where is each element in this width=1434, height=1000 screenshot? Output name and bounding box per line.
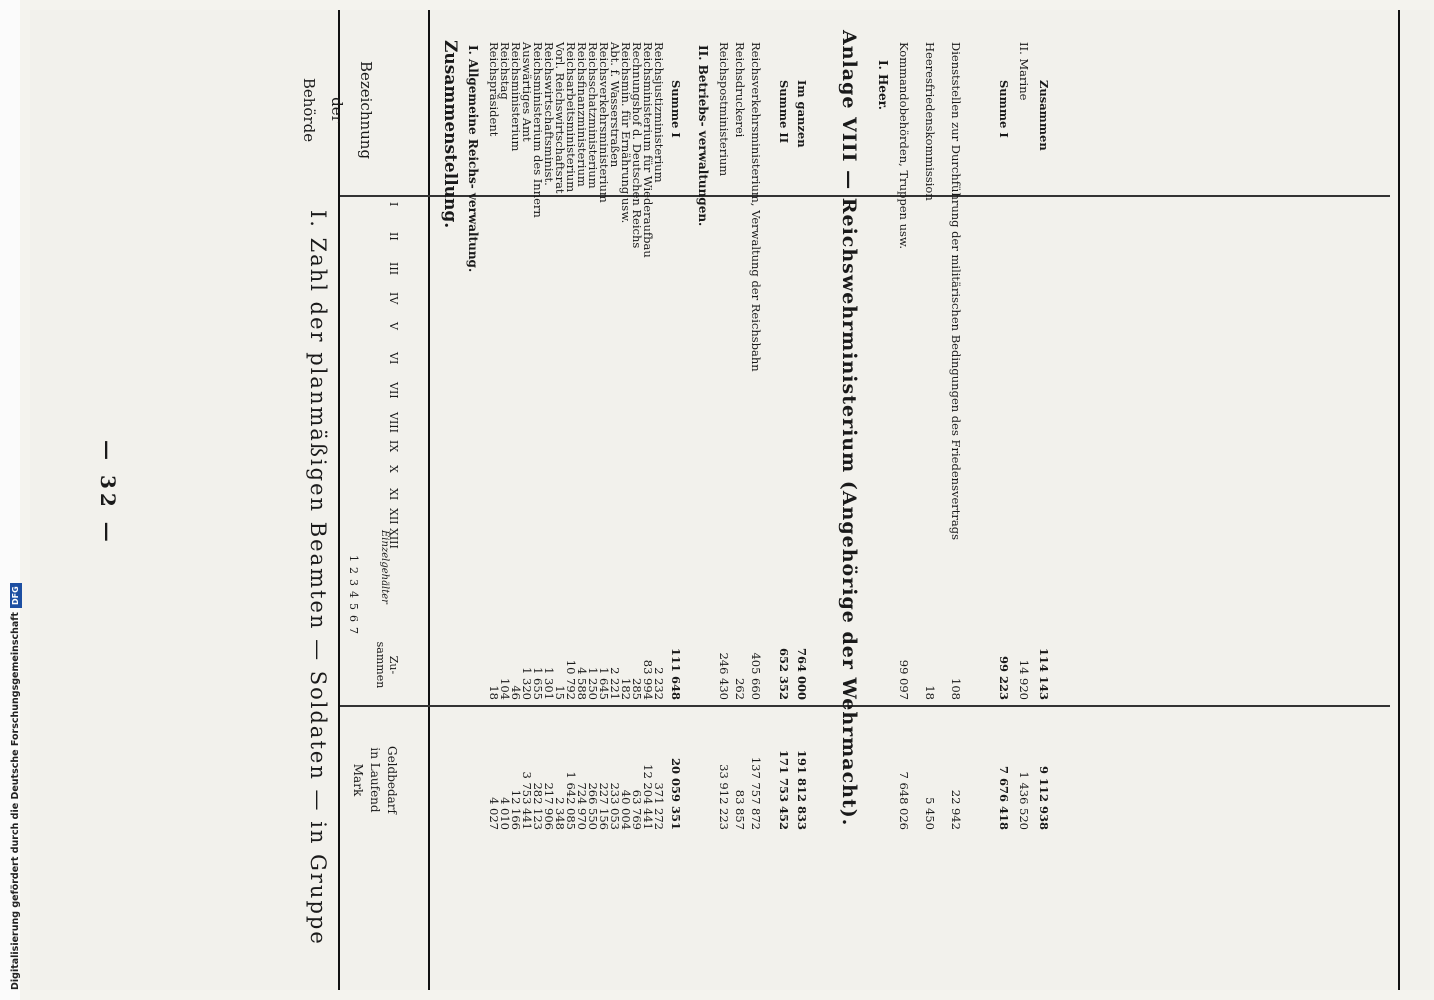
header-einzel: 7 bbox=[347, 627, 360, 634]
row-money: 1 642 085 bbox=[564, 771, 578, 830]
row-label: Vorl. Reichswirtschaftsrat bbox=[553, 42, 567, 194]
row-label: Reichsarbeitsministerium bbox=[564, 42, 578, 193]
table-row bbox=[896, 10, 910, 970]
sum-label: Summe I bbox=[997, 80, 1011, 138]
header-group: XII bbox=[387, 508, 400, 525]
row-money: 22 942 bbox=[949, 789, 963, 830]
grand-total-label: Im ganzen bbox=[795, 80, 809, 148]
row-total: 1 645 bbox=[597, 667, 611, 700]
row-money: 137 757 872 bbox=[749, 756, 763, 830]
row-total: 1 655 bbox=[531, 667, 545, 700]
row-label: Reichsverkehrsministerium, Verwaltung der Reichsbahn bbox=[749, 42, 763, 372]
page-number: — 32 — bbox=[96, 440, 120, 546]
row-total: 83 994 bbox=[641, 659, 655, 700]
header-group: XIII bbox=[387, 528, 400, 549]
header-description bbox=[295, 40, 381, 180]
row-label: Abt. f. Wasserstraßen bbox=[608, 42, 622, 168]
row-money: 12 204 441 bbox=[641, 764, 655, 830]
digitization-credit-text: Digitalisierung gefördert durch die Deutsche Forschungsgemeinschaft bbox=[10, 612, 21, 990]
header-group: III bbox=[387, 262, 400, 276]
header-group: V bbox=[387, 322, 400, 330]
row-label: Reichspräsident bbox=[487, 42, 501, 137]
row-total: 99 097 bbox=[897, 659, 911, 700]
sum-money: 20 059 351 bbox=[669, 757, 683, 830]
header-einzel: 4 bbox=[347, 591, 360, 598]
table-row bbox=[716, 10, 730, 970]
header-total: Zu- sammen bbox=[373, 641, 400, 689]
header-group: X bbox=[387, 465, 400, 473]
army-grand-money: 9 112 938 bbox=[1037, 765, 1051, 830]
header-money-line: Geldbedarf bbox=[385, 745, 399, 814]
row-money: 40 004 bbox=[619, 789, 633, 830]
row-money: 3 753 441 bbox=[520, 771, 534, 830]
sum-total: 99 223 bbox=[997, 655, 1011, 700]
table-row bbox=[948, 10, 962, 970]
header-group: VII bbox=[387, 382, 400, 399]
group-title: I. Allgemeine Reichs- verwaltung. bbox=[466, 45, 480, 273]
row-total: 2 221 bbox=[608, 667, 622, 700]
row-label: Dienststellen zur Durchführung der militärischen Bedingungen des Friedensvertrags bbox=[949, 42, 963, 541]
header-money bbox=[350, 710, 400, 850]
army-grand-total: 114 143 bbox=[1037, 647, 1051, 700]
row-label: Reichstag bbox=[498, 42, 512, 100]
row-label: Reichsministerium bbox=[509, 42, 523, 152]
header-einzel: 3 bbox=[347, 579, 360, 586]
row-label: Reichspostministerium bbox=[717, 42, 731, 177]
army-grand-label: Zusammen bbox=[1037, 80, 1051, 151]
army-grand-row bbox=[1036, 10, 1050, 970]
sum-row-1 bbox=[668, 10, 682, 970]
group-title: II. Betriebs- verwaltungen. bbox=[696, 45, 710, 227]
navy-money: 1 436 520 bbox=[1017, 771, 1031, 830]
table-row bbox=[748, 10, 762, 970]
header-group: II bbox=[387, 232, 400, 241]
header-einzelgehaelter: Einzelgehälter bbox=[379, 530, 390, 604]
annex-title: Anlage VIII — Reichswehrministerium (Angehörige der Wehrmacht). bbox=[838, 30, 860, 827]
row-total: 405 660 bbox=[749, 652, 763, 700]
row-label: Reichsdruckerei bbox=[733, 42, 747, 138]
row-total: 46 bbox=[509, 685, 523, 700]
row-money: 227 156 bbox=[597, 782, 611, 830]
sum-total: 652 352 bbox=[777, 647, 791, 700]
header-money-line: in Laufend bbox=[368, 747, 383, 813]
header-einzel: 6 bbox=[347, 615, 360, 622]
row-money: 371 272 bbox=[652, 782, 666, 830]
row-label: Reichsverkehrsministerium bbox=[597, 42, 611, 203]
row-money: 4 010 bbox=[498, 797, 512, 830]
navy-total: 14 920 bbox=[1017, 659, 1031, 700]
row-total: 15 bbox=[553, 685, 567, 700]
table-row bbox=[732, 10, 746, 970]
row-money: 5 450 bbox=[923, 797, 937, 830]
row-money: 282 123 bbox=[531, 782, 545, 830]
section-title: Zusammenstellung. bbox=[440, 40, 460, 229]
row-label: Auswärtiges Amt bbox=[520, 42, 534, 142]
header-group: XI bbox=[387, 488, 400, 501]
header-description-line: Behörde bbox=[300, 77, 318, 143]
row-total: 1 301 bbox=[542, 667, 556, 700]
row-total: 18 bbox=[487, 685, 501, 700]
sum-money: 171 753 452 bbox=[777, 749, 791, 830]
header-group: VI bbox=[387, 352, 400, 365]
header-einzel: 2 bbox=[347, 567, 360, 574]
row-label: Reichswirtschaftsminist. bbox=[542, 42, 556, 186]
row-money: 2 348 bbox=[553, 797, 567, 830]
row-money: 4 027 bbox=[487, 797, 501, 830]
row-label: Rechnungshof d. Deutschen Reichs bbox=[630, 42, 644, 249]
sum-total: 111 648 bbox=[669, 647, 683, 700]
header-einzel: 1 bbox=[347, 555, 360, 562]
sum-label: Summe II bbox=[777, 80, 791, 144]
row-money: 266 550 bbox=[586, 782, 600, 830]
table-bottom-rule bbox=[1398, 10, 1400, 990]
header-einzel: 5 bbox=[347, 603, 360, 610]
row-total: 104 bbox=[498, 678, 512, 700]
header-money-line: Mark bbox=[351, 763, 366, 797]
row-money: 83 857 bbox=[733, 789, 747, 830]
row-total: 182 bbox=[619, 678, 633, 700]
row-total: 2 232 bbox=[652, 667, 666, 700]
header-description-line: Bezeichnung bbox=[357, 60, 375, 160]
row-total: 1 250 bbox=[586, 667, 600, 700]
row-label: Reichsministerium für Wiederaufbau bbox=[641, 42, 655, 258]
row-money: 12 166 bbox=[509, 789, 523, 830]
grand-total-row bbox=[794, 10, 808, 970]
dfg-logo: DFG bbox=[10, 583, 22, 608]
row-label: Heeresfriedenskommission bbox=[923, 42, 937, 201]
row-total: 246 430 bbox=[717, 652, 731, 700]
row-label: Kommandobehörden, Truppen usw. bbox=[897, 42, 911, 250]
header-rule-top bbox=[428, 10, 430, 990]
row-total: 4 588 bbox=[575, 667, 589, 700]
row-money: 63 769 bbox=[630, 789, 644, 830]
navy-row bbox=[1016, 10, 1030, 970]
header-group: I bbox=[387, 202, 400, 207]
row-label: Reichsministerium des Innern bbox=[531, 42, 545, 218]
header-group: IV bbox=[387, 292, 400, 305]
row-money: 233 053 bbox=[608, 782, 622, 830]
row-total: 108 bbox=[949, 678, 963, 700]
header-group: VIII bbox=[387, 412, 400, 433]
digitization-credit bbox=[10, 583, 22, 990]
row-money: 217 906 bbox=[542, 782, 556, 830]
row-total: 285 bbox=[630, 678, 644, 700]
grand-total-total: 764 000 bbox=[795, 647, 809, 700]
table-heading: I. Zahl der planmäßigen Beamten — Soldaten — in Gruppe bbox=[306, 210, 330, 946]
header-group: IX bbox=[387, 440, 400, 453]
grand-total-money: 191 812 833 bbox=[795, 749, 809, 830]
sum-label: Summe I bbox=[669, 80, 683, 138]
rotated-table-page bbox=[30, 10, 1430, 990]
sum-money: 7 676 418 bbox=[997, 765, 1011, 830]
row-total: 262 bbox=[733, 678, 747, 700]
table-row bbox=[651, 10, 665, 970]
row-total: 18 bbox=[923, 685, 937, 700]
row-money: 33 912 223 bbox=[717, 764, 731, 830]
row-label: Reichsschatzministerium bbox=[586, 42, 600, 189]
sum-row-army bbox=[996, 10, 1010, 970]
row-money: 7 648 026 bbox=[897, 771, 911, 830]
sum-row-2 bbox=[776, 10, 790, 970]
header-description-line: der bbox=[328, 97, 347, 123]
group-title: I. Heer. bbox=[876, 60, 890, 110]
row-total: 10 792 bbox=[564, 659, 578, 700]
row-total: 1 320 bbox=[520, 667, 534, 700]
row-label: Reichsfinanzministerium bbox=[575, 42, 589, 187]
table-row bbox=[922, 10, 936, 970]
row-label: Reichsmin. für Ernährung usw. bbox=[619, 42, 633, 224]
row-money: 724 970 bbox=[575, 782, 589, 830]
scanned-page bbox=[30, 10, 1430, 990]
navy-label: II. Marine bbox=[1017, 42, 1031, 101]
row-label: Reichsjustizministerium bbox=[652, 42, 666, 183]
